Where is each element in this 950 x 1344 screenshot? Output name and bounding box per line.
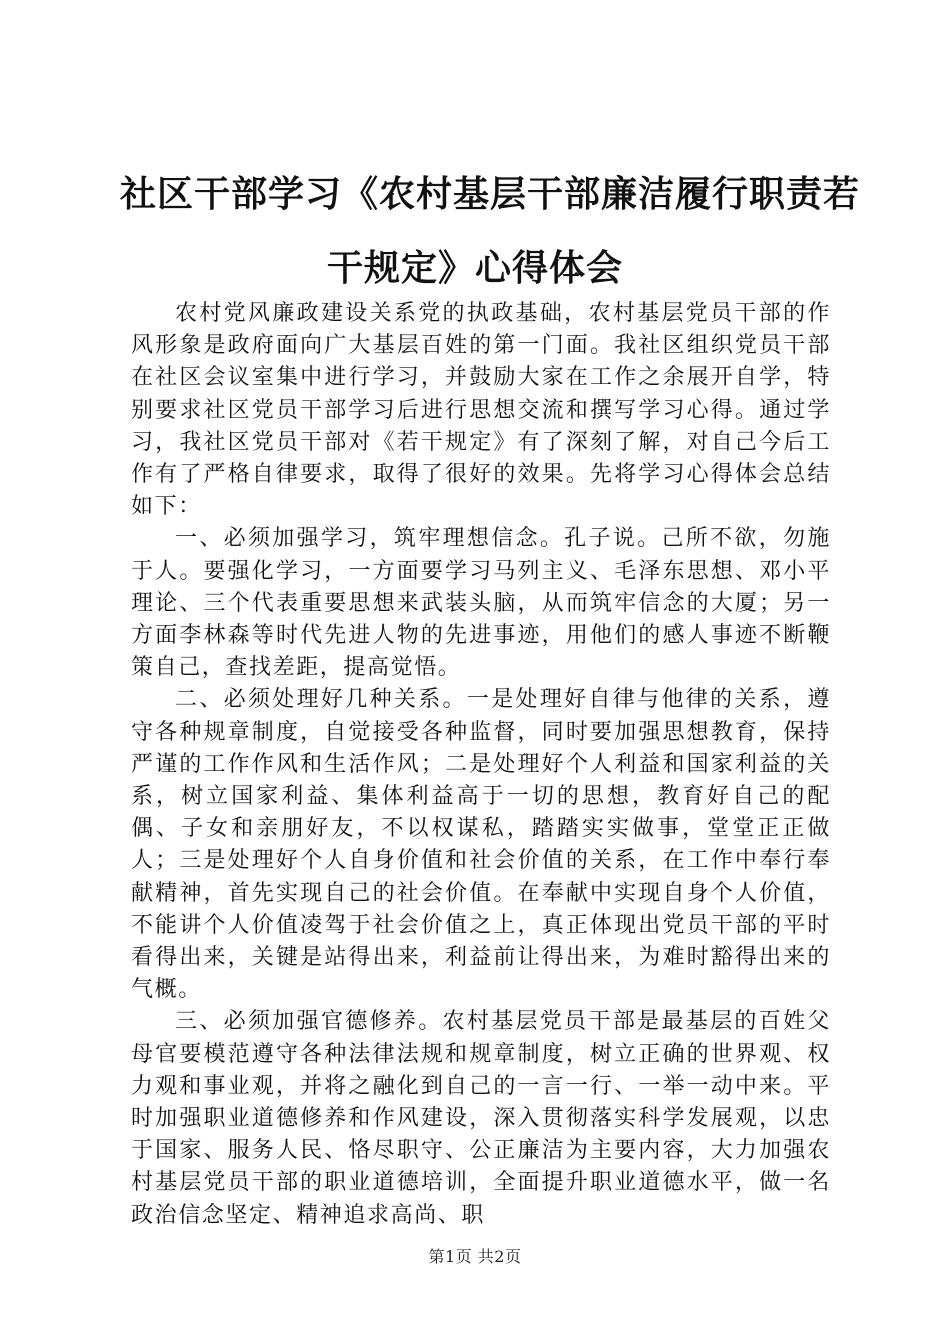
document-title: [120, 158, 861, 306]
paragraph-intro: 农村党风廉政建设关系党的执政基础，农村基层党员干部的作风形象是政府面向广大基层百姓的第一门面。我社区组织党员干部在社区会议室集中进行学习，并鼓励大家在工作之余展开自学，特别要求社区党员干部学习后进行思想交流和撰写学习心得。通过学习，我社区党员干部对《若干规定》有了深刻了解，对自己今后工作有了严格自律要求，取得了很好的效果。先将学习心得体会总结如下：: [131, 301, 831, 520]
paragraph-section-3: 三、必须加强官德修养。农村基层党员干部是最基层的百姓父母官要模范遵守各种法律法规和规章制度，树立正确的世界观、权力观和事业观，并将之融化到自己的一言一行、一举一动中来。平时加强职业道德修养和作风建设，深入贯彻落实科学发展观，以忠于国家、服务人民、恪尽职守、公正廉洁为主要内容，大力加强农村基层党员干部的职业道德培训，全面提升职业道德水平，做一名政治信念坚定、精神追求高尚、职: [131, 1009, 831, 1228]
page-number-footer: 第1页 共2页: [428, 1247, 522, 1266]
paragraph-section-2: 二、必须处理好几种关系。一是处理好自律与他律的关系，遵守各种规章制度，自觉接受各种监督，同时要加强思想教育，保持严谨的工作作风和生活作风；二是处理好个人利益和国家利益的关系，树立国家利益、集体利益高于一切的思想，教育好自己的配偶、子女和亲朋好友，不以权谋私，踏踏实实做事，堂堂正正做人；三是处理好个人自身价值和社会价值的关系，在工作中奉行奉献精神，首先实现自己的社会价值。在奉献中实现自身个人价值，不能讲个人价值凌驾于社会价值之上，真正体现出党员干部的平时看得出来，关键是站得出来，利益前让得出来，为难时豁得出来的气概。: [131, 687, 831, 1003]
title-line-1: 社区干部学习《农村基层干部廉洁履行职责若: [120, 174, 861, 215]
title-line-2: 干规定》心得体会: [326, 248, 623, 289]
paragraph-section-1: 一、必须加强学习，筑牢理想信念。孔子说。己所不欲，勿施于人。要强化学习，一方面要学习马列主义、毛泽东思想、邓小平理论、三个代表重要思想来武装头脑，从而筑牢信念的大厦；另一方面李林森等时代先进人物的先进事迹，用他们的感人事迹不断鞭策自己，查找差距，提高觉悟。: [131, 526, 831, 681]
document-body: [131, 298, 831, 1232]
